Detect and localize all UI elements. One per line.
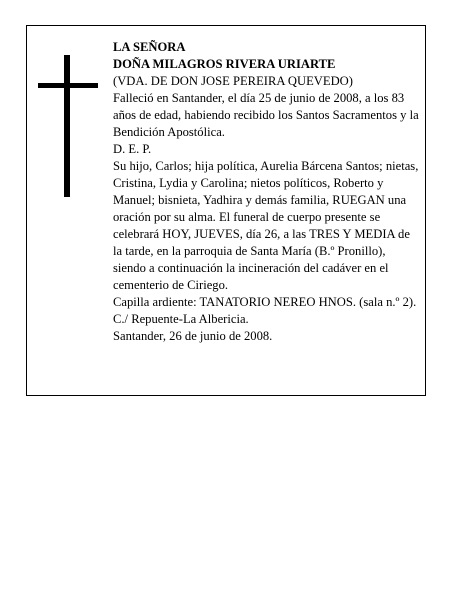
notice-date: Santander, 26 de junio de 2008. bbox=[113, 329, 273, 343]
notice-title: LA SEÑORA bbox=[113, 40, 186, 54]
rip-line: D. E. P. bbox=[113, 142, 152, 156]
family-announcement: Su hijo, Carlos; hija política, Aurelia Bárcena Santos; nietas, Cristina, Lydia y Carolina; nietos políticos, Roberto y Manuel; bisnieta, Yadhira y demás familia, RUEGAN una oración por su alma. El funeral de cuerpo presente se celebrará HOY, JUEVES, día 26, a las TRES Y MEDIA de la tarde, en la parroquia de Santa María (B.º Pronillo), siendo a continuación la incineración del cadáver en el cementerio de Ciriego. bbox=[113, 159, 419, 292]
funeral-chapel: Capilla ardiente: TANATORIO NEREO HNOS. (sala n.º 2). C./ Repuente-La Albericia. bbox=[113, 295, 417, 326]
death-announcement: Falleció en Santander, el día 25 de junio de 2008, a los 83 años de edad, habiendo recibido los Santos Sacramentos y la Bendición Apostólica. bbox=[113, 91, 419, 139]
cross-vertical-bar bbox=[64, 55, 70, 197]
deceased-name: DOÑA MILAGROS RIVERA URIARTE bbox=[113, 57, 336, 71]
cross-icon bbox=[38, 55, 98, 197]
widow-line: (VDA. DE DON JOSE PEREIRA QUEVEDO) bbox=[113, 74, 353, 88]
obituary-text bbox=[113, 39, 419, 345]
cross-horizontal-bar bbox=[38, 83, 98, 88]
